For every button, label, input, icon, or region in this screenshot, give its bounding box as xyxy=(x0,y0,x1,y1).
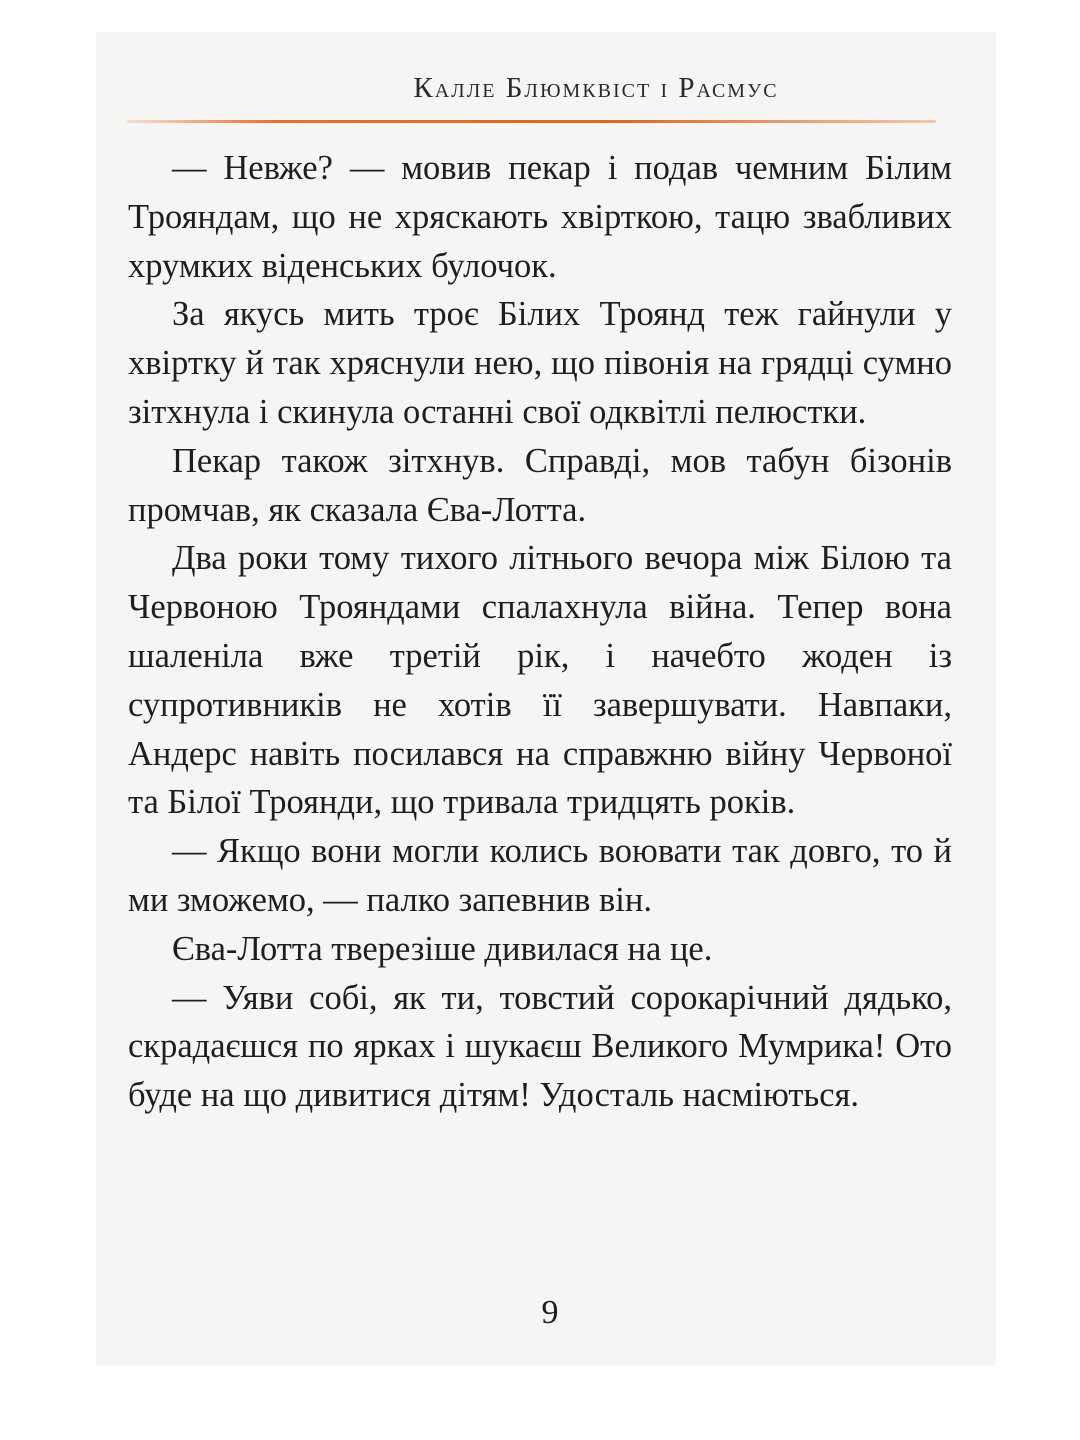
paragraph: — Невже? — мовив пекар і подав чемним Білим Трояндам, що не хряскають хвірткою, тацю звабливих хрумких віденських булочок. xyxy=(128,149,952,285)
page-number: 9 xyxy=(541,1294,559,1331)
running-header: Калле Блюмквіст і Расмус xyxy=(413,72,779,104)
paragraph: За якусь мить троє Білих Троянд теж гайнули у хвіртку й так хряснули нею, що півонія на грядці сумно зітхнула і скинула останні свої одквітлі пелюстки. xyxy=(128,295,952,431)
body-text xyxy=(128,144,952,1120)
paragraph: — Уяви собі, як ти, товстий сорокарічний дядько, скрадаєшся по ярках і шукаєш Великого Мумрика! Ото буде на що дивитися дітям! Удосталь насміються. xyxy=(128,978,952,1115)
paragraph: Пекар також зітхнув. Справді, мов табун бізонів промчав, як сказала Єва-Лотта. xyxy=(128,441,952,529)
header-divider xyxy=(126,120,936,123)
paragraph: — Якщо вони могли колись воювати так довго, то й ми зможемо, — палко запевнив він. xyxy=(128,832,952,919)
paragraph: Два роки тому тихого літнього вечора між Білою та Червоною Трояндами спалахнула війна. Тепер вона шаленіла вже третій рік, і начебто жоден із супротивників не хотів її завершувати. Навпаки, Андерс навіть посилався на справжню війну Червоної та Білої Троянди, що тривала тридцять років. xyxy=(128,539,952,822)
book-page xyxy=(96,32,996,1366)
paragraph: Єва-Лотта тверезіше дивилася на це. xyxy=(172,929,713,968)
